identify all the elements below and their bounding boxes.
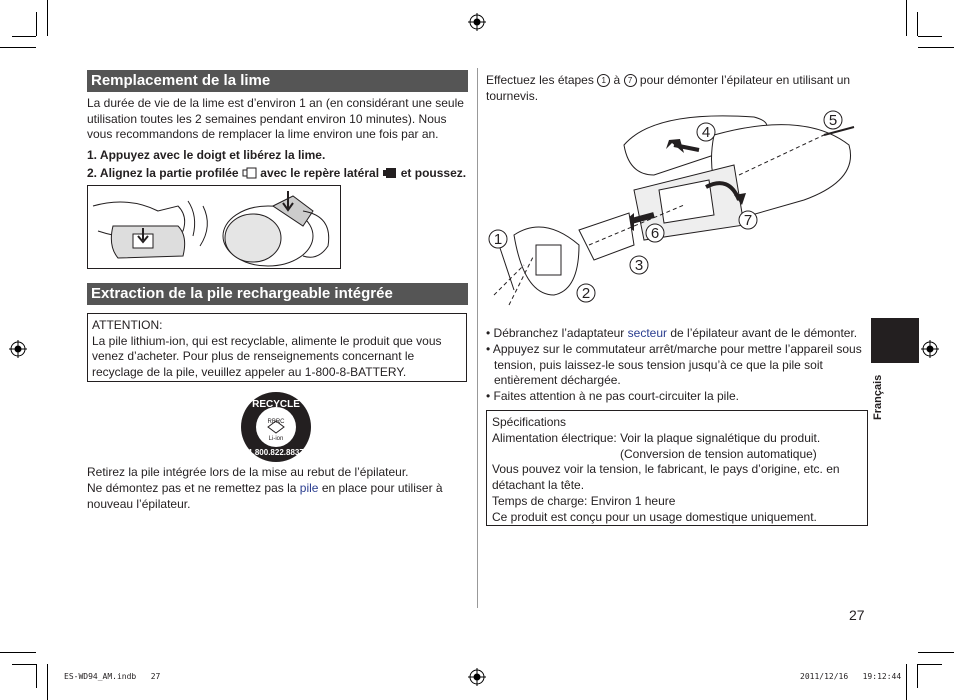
step-1: 1. Appuyez avec le doigt et libérez la lime. — [87, 148, 326, 162]
bullet-unplug — [486, 326, 866, 342]
registration-mark-icon — [468, 668, 486, 686]
specifications-box — [486, 410, 868, 526]
bullet-short-circuit: • Faites attention à ne pas court-circuiter la pile. — [486, 389, 739, 403]
callout-4: 4 — [701, 124, 711, 141]
step-2-text-c: et poussez. — [400, 166, 467, 180]
intro-text-a: Effectuez les étapes — [486, 73, 594, 87]
attention-label: ATTENTION: — [92, 318, 163, 332]
bullet-unplug-text-b: de l’épilateur avant de le démonter. — [670, 326, 858, 340]
footer-datetime: 2011/12/16 19:12:44 — [800, 672, 902, 681]
spec-head-info: Vous pouvez voir la tension, le fabricant, le pays d’origine, etc. en détachant la tête. — [492, 462, 840, 493]
svg-text:1.800.822.8837: 1.800.822.8837 — [248, 448, 304, 457]
spec-charge-time: Temps de charge: Environ 1 heure — [492, 493, 676, 508]
language-tab — [871, 318, 919, 363]
registration-mark-icon — [921, 340, 939, 358]
bullet-discharge: • Appuyez sur le commutateur arrêt/marche pour mettre l’appareil sous tension, puis laissez-le sous tension jusqu’à ce que la pile soit entièrement déchargée. — [486, 342, 862, 387]
svg-text:Li-ion: Li-ion — [268, 436, 284, 442]
step-2 — [87, 166, 477, 182]
callout-2: 2 — [581, 285, 591, 302]
secteur-link[interactable]: secteur — [627, 326, 667, 340]
battery-warning-text-b: en place pour utiliser à nouveau l’épilateur. — [87, 481, 443, 511]
section-title-battery-removal: Extraction de la pile rechargeable intégrée — [87, 283, 468, 305]
section-title-file-replacement: Remplacement de la lime — [87, 70, 468, 92]
battery-warning-text-a: Ne démontez pas et ne remettez pas la — [87, 481, 297, 495]
language-label: Français — [872, 374, 884, 420]
attention-text: La pile lithium-ion, qui est recyclable, alimente le produit que vous venez d’acheter. Pour plus de renseignements concernant le recyclage de la pile, veuillez appeler au 1-800-8-BATTERY. — [92, 333, 442, 379]
registration-mark-icon — [468, 13, 486, 31]
callout-3: 3 — [634, 257, 644, 274]
battery-warning-paragraph — [87, 481, 467, 512]
file-replacement-illustration — [87, 185, 341, 269]
svg-text:RECYCLE: RECYCLE — [252, 399, 300, 410]
battery-link[interactable]: pile — [299, 481, 319, 495]
registration-mark-icon — [9, 340, 27, 358]
attention-box — [87, 313, 467, 382]
intro-text-mid: à — [613, 73, 621, 87]
page-number: 27 — [849, 607, 865, 623]
bullet-unplug-text-a: • Débranchez l’adaptateur — [486, 326, 625, 340]
step-number-7: 7 — [624, 74, 637, 87]
step-2-text-b: avec le repère latéral — [260, 166, 380, 180]
callout-6: 6 — [650, 225, 660, 242]
spec-power-supply: Alimentation électrique: Voir la plaque signalétique du produit. — [492, 430, 821, 445]
specifications-title: Spécifications — [492, 415, 567, 429]
rbrc-recycle-logo — [240, 391, 312, 463]
hand-pressing-file-illustration — [88, 186, 340, 268]
svg-text:RBRC: RBRC — [267, 419, 285, 425]
battery-disposal-paragraph: Retirez la pile intégrée lors de la mise au rebut de l’épilateur. — [87, 465, 409, 479]
side-mark-icon — [382, 167, 397, 179]
spec-domestic-use: Ce produit est conçu pour un usage domestique uniquement. — [492, 509, 817, 524]
step-2-text-a: 2. Alignez la partie profilée — [87, 166, 239, 180]
spec-voltage-conversion: (Conversion de tension automatique) — [620, 446, 817, 461]
disassembly-intro — [486, 73, 866, 104]
profiled-part-icon — [242, 167, 257, 179]
intro-text-b: pour démonter l’épilateur en utilisant un tournevis. — [486, 73, 851, 103]
step-number-1: 1 — [597, 74, 610, 87]
callout-7: 7 — [743, 212, 753, 229]
file-lifetime-paragraph: La durée de vie de la lime est d’environ 1 an (en considérant une seule utilisation toutes les 2 semaines pendant environ 10 minutes). Nous vous recommandons de remplacer la lime environ une fois par an. — [87, 96, 464, 141]
disassembly-illustration — [484, 105, 874, 310]
callout-1: 1 — [493, 231, 503, 248]
footer-file: ES-WD94_AM.indb 27 — [64, 672, 161, 681]
column-divider — [477, 68, 478, 608]
callout-5: 5 — [828, 112, 838, 129]
